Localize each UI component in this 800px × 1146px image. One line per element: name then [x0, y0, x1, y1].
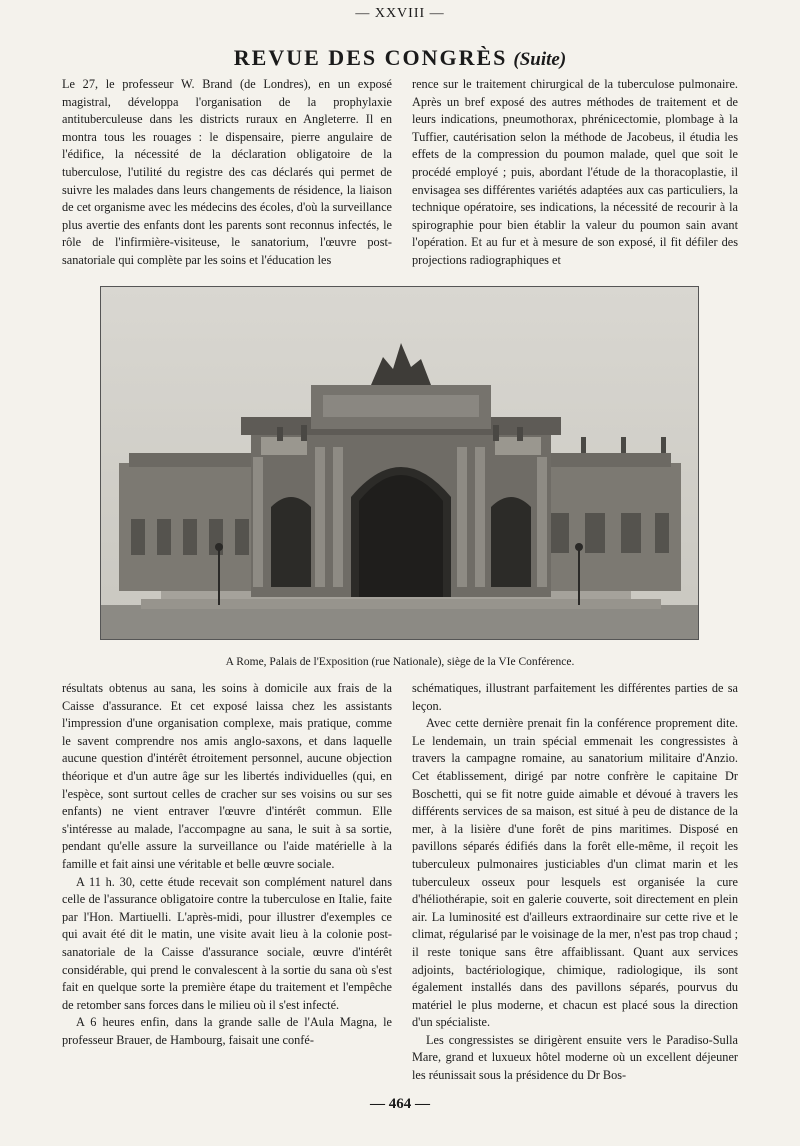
paragraph: A 6 heures enfin, dans la grande salle de l'Aula Magna, le professeur Brauer, de Hambourg, faisait une confé-	[62, 1015, 392, 1047]
column-top-left	[62, 76, 392, 270]
page-roman-numeral: — XXVIII —	[355, 6, 445, 21]
paragraph: rence sur le traitement chirurgical de la tuberculose pulmonaire. Après un bref exposé des autres méthodes de traitement et de leurs indications, pneumothorax, phrénicectomie, plombage à la Tuffier, cautérisation selon la méthode de Jacobeus, il étudia les effets de la compression du poumon malade, quel que soit le procédé employé ; puis, abordant l'étude de la thoracoplastie, il envisagea ses différentes variétés adaptées aux cas particuliers, la technique opératoire, ses indications, la nécessité de recourir à la spirographie pour bien établir la valeur du poumon sain avant l'opération. Et au fur et à mesure de son exposé, il fit défiler des projections radiographiques et	[412, 77, 738, 267]
building-illustration	[101, 287, 698, 639]
figure-caption: A Rome, Palais de l'Exposition (rue Nationale), siège de la VIe Conférence.	[225, 656, 575, 668]
column-top-right	[412, 76, 738, 270]
photo-palais-exposition	[100, 286, 699, 640]
paragraph: A 11 h. 30, cette étude recevait son complément naturel dans celle de l'assurance obligatoire contre la tuberculose en Italie, faite par l'Hon. Martiuelli. L'après-midi, pour illustrer d'exemples ce qui avait été dit le matin, une visite avait lieu à la colonie post-sanatoriale de la Caisse d'assurance sociale, œuvre d'intérêt considérable, qui prend le convalescent à la sortie du sana où s'est fait en quelque sorte la première étape du traitement et l'empêche de retomber sans forces dans le milieu où il s'est infecté.	[62, 874, 392, 1012]
paragraph: Avec cette dernière prenait fin la conférence proprement dite. Le lendemain, un train spécial emmenait les congressistes à travers la campagne romaine, au sanatorium militaire d'Anzio. Cet établissement, dirigé par notre confrère le capitaine Dr Boschetti, qui se fit notre guide aimable et dévoué à travers les différents services de sa maison, est situé à peu de distance de la mer, à la lisière d'une forêt de pins maritimes. Disposé en pavillons séparés édifiés dans la forêt elle-même, il reçoit les tuberculeux pulmonaires justiciables d'un climat marin et les tuberculeux osseux pour lesquels est organisée la cure d'héliothérapie, soit en galerie couverte, soit directement en plein air. La luminosité est d'ailleurs extraordinaire sur cette rive et le climat, régularisé par le voisinage de la mer, n'est pas trop chaud ; il reste tonique sans être affaiblissant. Quant aux services adjoints, bactériologique, chimique, radiologique, ils sont également installés dans des pavillons séparés, pourvus du matériel le plus moderne, et chacun est placé sous la direction d'un spécialiste.	[412, 716, 738, 1030]
paragraph: résultats obtenus au sana, les soins à domicile aux frais de la Caisse d'assurance. Et cet exposé laissa chez les assistants l'impression d'une organisation complexe, mais pratique, comme le savent comprendre nos amis anglo-saxons, et dans laquelle aucune question d'intérêt étroitement personnel, aucune objection théorique et d'un autre âge sur les libertés individuelles (qui, en l'espèce, sont surtout celles de cracher sur ses voisins ou sur ses enfants) ne vient entraver l'œuvre d'intérêt commun. Elle s'intéresse au malade, l'accompagne au sana, le suit à sa sortie, pendant qu'elle assure la surveillance ou l'aide matérielle à la famille et fait ainsi une véritable et belle œuvre sociale.	[62, 681, 392, 871]
page-title	[0, 46, 800, 72]
column-bottom-left	[62, 680, 392, 1049]
paragraph: Le 27, le professeur W. Brand (de Londres), en un exposé magistral, développa l'organisation de la prophylaxie antituberculeuse dans les districts ruraux en Angleterre. Il en montra tous les rouages : le dispensaire, pierre angulaire de l'édifice, la nécessité de la déclaration obligatoire de la tuberculose, l'utilité du registre des cas déclarés qui permet de suivre les malades dans leurs changements de résidence, la liaison de cet organisme avec les médecins des écoles, d'où la surveillance plus avertie des enfants dont les parents sont reconnus infectés, le rôle de l'infirmière-visiteuse, le sanatorium, l'œuvre post-sanatoriale qui complète par les soins et l'éducation les	[62, 77, 392, 267]
title-suite: (Suite)	[513, 49, 567, 70]
page-number: — 464 —	[370, 1096, 430, 1112]
column-bottom-right	[412, 680, 738, 1085]
paragraph: schématiques, illustrant parfaitement les différentes parties de sa leçon.	[412, 681, 738, 713]
paragraph: Les congressistes se dirigèrent ensuite vers le Paradiso-Sulla Mare, grand et luxueux hôtel moderne où un excellent déjeuner les réunissait sous la présidence du Dr Bos-	[412, 1032, 738, 1083]
title-text: REVUE DES CONGRÈS	[233, 45, 508, 70]
